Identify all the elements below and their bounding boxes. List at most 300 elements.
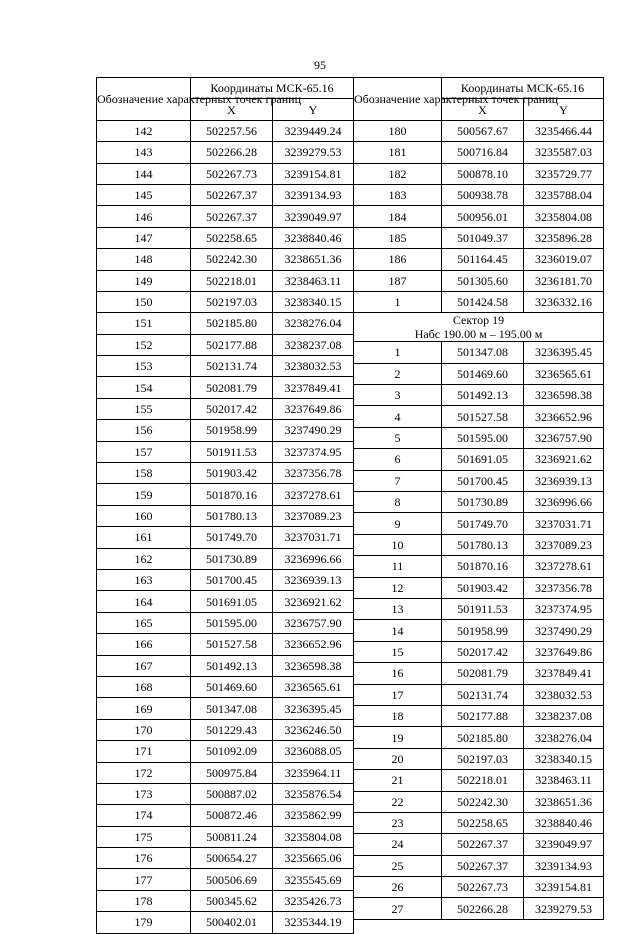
y-cell: 3238237.08 (273, 334, 354, 355)
y-cell: 3235426.73 (273, 890, 354, 911)
table-body-right (354, 78, 604, 920)
x-cell: 501730.89 (442, 492, 524, 513)
x-cell: 502081.79 (442, 663, 524, 684)
y-cell: 3235964.11 (273, 762, 354, 783)
y-cell: 3236652.96 (524, 406, 604, 427)
table-row (354, 534, 604, 555)
y-cell: 3238840.46 (524, 812, 604, 833)
x-cell: 501958.99 (442, 620, 524, 641)
table-row (97, 612, 354, 633)
y-cell: 3239049.97 (524, 834, 604, 855)
y-cell: 3236019.07 (524, 249, 604, 270)
y-cell: 3236088.05 (273, 741, 354, 762)
y-cell: 3237031.71 (524, 513, 604, 534)
x-cell: 502266.28 (191, 142, 273, 163)
x-cell: 501347.08 (191, 698, 273, 719)
y-cell: 3236246.50 (273, 719, 354, 740)
table-row (354, 270, 604, 291)
header-row (354, 78, 604, 99)
y-cell: 3235545.69 (273, 869, 354, 890)
point-name-cell: 170 (97, 719, 191, 740)
point-name-cell: 165 (97, 612, 191, 633)
x-cell: 501780.13 (191, 505, 273, 526)
point-name-cell: 147 (97, 227, 191, 248)
y-cell: 3237649.86 (273, 398, 354, 419)
point-name-cell: 145 (97, 184, 191, 205)
point-name-cell: 182 (354, 163, 442, 184)
table-row (97, 826, 354, 847)
table-row (97, 142, 354, 163)
table-row (97, 805, 354, 826)
y-cell: 3235788.04 (524, 184, 604, 205)
point-name-cell: 22 (354, 791, 442, 812)
table-row (97, 420, 354, 441)
table-row (354, 748, 604, 769)
table-row (97, 783, 354, 804)
y-cell: 3236598.38 (273, 655, 354, 676)
table-row (354, 120, 604, 141)
point-name-cell: 175 (97, 826, 191, 847)
y-cell: 3238340.15 (273, 291, 354, 312)
y-cell: 3237089.23 (524, 534, 604, 555)
table-row (354, 406, 604, 427)
x-cell: 501492.13 (191, 655, 273, 676)
table-row (354, 877, 604, 898)
table-row (97, 741, 354, 762)
x-cell: 501049.37 (442, 227, 524, 248)
table-row (354, 791, 604, 812)
table-row (97, 356, 354, 377)
point-name-cell: 179 (97, 912, 191, 933)
table-row (97, 270, 354, 291)
x-cell: 502267.73 (442, 877, 524, 898)
y-cell: 3237649.86 (524, 641, 604, 662)
point-name-cell: 11 (354, 556, 442, 577)
y-cell: 3236757.90 (524, 427, 604, 448)
point-name-cell: 146 (97, 206, 191, 227)
point-name-cell: 155 (97, 398, 191, 419)
x-cell: 502257.56 (191, 120, 273, 141)
x-cell: 501469.60 (191, 676, 273, 697)
x-cell: 501229.43 (191, 719, 273, 740)
header-row (97, 78, 354, 99)
y-cell: 3235876.54 (273, 783, 354, 804)
y-cell: 3235729.77 (524, 163, 604, 184)
column-header-point-name: Обозначение характерных точек границ (354, 78, 442, 121)
point-name-cell: 150 (97, 291, 191, 312)
y-cell: 3238463.11 (524, 770, 604, 791)
x-cell: 502267.37 (191, 206, 273, 227)
x-cell: 501595.00 (442, 427, 524, 448)
point-name-cell: 187 (354, 270, 442, 291)
point-name-cell: 176 (97, 848, 191, 869)
y-cell: 3236332.16 (524, 291, 604, 312)
sector-header (354, 313, 604, 342)
table-row (97, 591, 354, 612)
table-row (354, 663, 604, 684)
point-name-cell: 18 (354, 705, 442, 726)
point-name-cell: 148 (97, 249, 191, 270)
point-name-cell: 173 (97, 783, 191, 804)
table-row (354, 812, 604, 833)
point-name-cell: 27 (354, 898, 442, 919)
point-name-cell: 171 (97, 741, 191, 762)
point-name-cell: 174 (97, 805, 191, 826)
x-cell: 501691.05 (191, 591, 273, 612)
point-name-cell: 13 (354, 598, 442, 619)
y-cell: 3237278.61 (273, 484, 354, 505)
table-row (97, 698, 354, 719)
table-row (354, 556, 604, 577)
x-cell: 501469.60 (442, 363, 524, 384)
point-name-cell: 7 (354, 470, 442, 491)
y-cell: 3235466.44 (524, 120, 604, 141)
page-number: 95 (314, 58, 326, 72)
y-cell: 3236565.61 (524, 363, 604, 384)
point-name-cell: 1 (354, 342, 442, 363)
point-name-cell: 157 (97, 441, 191, 462)
y-cell: 3238276.04 (524, 727, 604, 748)
x-cell: 501164.45 (442, 249, 524, 270)
table-row (97, 869, 354, 890)
point-name-cell: 184 (354, 206, 442, 227)
y-cell: 3235665.06 (273, 848, 354, 869)
table-row (354, 470, 604, 491)
y-cell: 3236598.38 (524, 385, 604, 406)
x-cell: 502242.30 (442, 791, 524, 812)
x-cell: 502258.65 (442, 812, 524, 833)
point-name-cell: 9 (354, 513, 442, 534)
y-cell: 3236939.13 (524, 470, 604, 491)
x-cell: 502267.37 (442, 834, 524, 855)
x-cell: 502185.80 (191, 313, 273, 334)
x-cell: 501903.42 (442, 577, 524, 598)
x-cell: 501749.70 (442, 513, 524, 534)
coordinates-table-right (353, 77, 604, 920)
point-name-cell: 162 (97, 548, 191, 569)
point-name-cell: 154 (97, 377, 191, 398)
point-name-cell: 159 (97, 484, 191, 505)
table-row (97, 398, 354, 419)
x-cell: 502177.88 (191, 334, 273, 355)
x-cell: 500402.01 (191, 912, 273, 933)
table-row (97, 313, 354, 334)
y-cell: 3235344.19 (273, 912, 354, 933)
table-row (354, 641, 604, 662)
point-name-cell: 14 (354, 620, 442, 641)
table-row (354, 834, 604, 855)
x-cell: 500506.69 (191, 869, 273, 890)
point-name-cell: 160 (97, 505, 191, 526)
x-cell: 500872.46 (191, 805, 273, 826)
column-header-coordinates: Координаты МСК-65.16 (191, 78, 354, 99)
y-cell: 3236996.66 (524, 492, 604, 513)
point-name-cell: 181 (354, 142, 442, 163)
x-cell: 502242.30 (191, 249, 273, 270)
y-cell: 3239049.97 (273, 206, 354, 227)
point-name-cell: 186 (354, 249, 442, 270)
x-cell: 500887.02 (191, 783, 273, 804)
y-cell: 3235804.08 (524, 206, 604, 227)
table-row (354, 770, 604, 791)
x-cell: 502081.79 (191, 377, 273, 398)
x-cell: 501424.58 (442, 291, 524, 312)
x-cell: 500716.84 (442, 142, 524, 163)
x-cell: 500654.27 (191, 848, 273, 869)
column-header-x: X (442, 99, 524, 120)
y-cell: 3238032.53 (524, 684, 604, 705)
column-header-coordinates: Координаты МСК-65.16 (442, 78, 604, 99)
x-cell: 502197.03 (191, 291, 273, 312)
y-cell: 3235862.99 (273, 805, 354, 826)
sector-subtitle: Набс 190.00 м – 195.00 м (414, 327, 543, 342)
x-cell: 502131.74 (442, 684, 524, 705)
y-cell: 3236921.62 (273, 591, 354, 612)
column-header-x: X (191, 99, 273, 120)
table-row (354, 363, 604, 384)
x-cell: 501700.45 (191, 569, 273, 590)
x-cell: 502218.01 (191, 270, 273, 291)
point-name-cell: 153 (97, 356, 191, 377)
y-cell: 3239154.81 (524, 877, 604, 898)
table-row (97, 334, 354, 355)
y-cell: 3236939.13 (273, 569, 354, 590)
y-cell: 3238032.53 (273, 356, 354, 377)
y-cell: 3238340.15 (524, 748, 604, 769)
table-row (97, 890, 354, 911)
y-cell: 3237278.61 (524, 556, 604, 577)
x-cell: 501911.53 (442, 598, 524, 619)
table-row (97, 912, 354, 933)
table-row (354, 142, 604, 163)
table-row (97, 120, 354, 141)
x-cell: 501305.60 (442, 270, 524, 291)
point-name-cell: 1 (354, 291, 442, 312)
table-row (97, 655, 354, 676)
x-cell: 501595.00 (191, 612, 273, 633)
y-cell: 3237089.23 (273, 505, 354, 526)
coordinates-table-left (96, 77, 354, 934)
point-name-cell: 167 (97, 655, 191, 676)
point-name-cell: 166 (97, 634, 191, 655)
x-cell: 501347.08 (442, 342, 524, 363)
x-cell: 502017.42 (442, 641, 524, 662)
table-row (97, 548, 354, 569)
table-row (354, 727, 604, 748)
y-cell: 3236181.70 (524, 270, 604, 291)
point-name-cell: 177 (97, 869, 191, 890)
y-cell: 3237374.95 (273, 441, 354, 462)
y-cell: 3237374.95 (524, 598, 604, 619)
table-row (354, 249, 604, 270)
point-name-cell: 17 (354, 684, 442, 705)
table-row (354, 427, 604, 448)
y-cell: 3239449.24 (273, 120, 354, 141)
x-cell: 502185.80 (442, 727, 524, 748)
table-row (354, 598, 604, 619)
point-name-cell: 21 (354, 770, 442, 791)
x-cell: 502258.65 (191, 227, 273, 248)
y-cell: 3236395.45 (273, 698, 354, 719)
sector-header-row (354, 313, 604, 342)
table-row (354, 163, 604, 184)
y-cell: 3235587.03 (524, 142, 604, 163)
table-row (354, 898, 604, 919)
point-name-cell: 2 (354, 363, 442, 384)
column-header-point-name: Обозначение характерных точек границ (97, 78, 191, 121)
x-cell: 500567.67 (442, 120, 524, 141)
point-name-cell: 19 (354, 727, 442, 748)
table-row (97, 184, 354, 205)
y-cell: 3238237.08 (524, 705, 604, 726)
table-row (97, 676, 354, 697)
y-cell: 3236565.61 (273, 676, 354, 697)
point-name-cell: 163 (97, 569, 191, 590)
point-name-cell: 169 (97, 698, 191, 719)
y-cell: 3238651.36 (273, 249, 354, 270)
point-name-cell: 183 (354, 184, 442, 205)
point-name-cell: 143 (97, 142, 191, 163)
table-row (97, 163, 354, 184)
y-cell: 3239134.93 (273, 184, 354, 205)
point-name-cell: 8 (354, 492, 442, 513)
point-name-cell: 172 (97, 762, 191, 783)
point-name-cell: 144 (97, 163, 191, 184)
y-cell: 3236921.62 (524, 449, 604, 470)
x-cell: 501092.09 (191, 741, 273, 762)
point-name-cell: 20 (354, 748, 442, 769)
x-cell: 501870.16 (442, 556, 524, 577)
table-row (97, 719, 354, 740)
point-name-cell: 23 (354, 812, 442, 833)
y-cell: 3236652.96 (273, 634, 354, 655)
table-row (354, 492, 604, 513)
y-cell: 3236395.45 (524, 342, 604, 363)
point-name-cell: 6 (354, 449, 442, 470)
y-cell: 3238463.11 (273, 270, 354, 291)
x-cell: 501691.05 (442, 449, 524, 470)
table-row (354, 184, 604, 205)
table-row (354, 855, 604, 876)
point-name-cell: 16 (354, 663, 442, 684)
y-cell: 3239154.81 (273, 163, 354, 184)
y-cell: 3238840.46 (273, 227, 354, 248)
table-row (354, 684, 604, 705)
y-cell: 3238651.36 (524, 791, 604, 812)
x-cell: 502197.03 (442, 748, 524, 769)
y-cell: 3236757.90 (273, 612, 354, 633)
x-cell: 500975.84 (191, 762, 273, 783)
point-name-cell: 12 (354, 577, 442, 598)
point-name-cell: 156 (97, 420, 191, 441)
y-cell: 3236996.66 (273, 548, 354, 569)
point-name-cell: 185 (354, 227, 442, 248)
table-row (97, 206, 354, 227)
x-cell: 502131.74 (191, 356, 273, 377)
y-cell: 3237356.78 (273, 463, 354, 484)
x-cell: 500345.62 (191, 890, 273, 911)
point-name-cell: 10 (354, 534, 442, 555)
y-cell: 3237490.29 (524, 620, 604, 641)
y-cell: 3239279.53 (273, 142, 354, 163)
x-cell: 501492.13 (442, 385, 524, 406)
table-row (97, 505, 354, 526)
table-row (354, 206, 604, 227)
table-row (97, 569, 354, 590)
table-row (354, 227, 604, 248)
point-name-cell: 168 (97, 676, 191, 697)
table-row (354, 620, 604, 641)
y-cell: 3237490.29 (273, 420, 354, 441)
x-cell: 501911.53 (191, 441, 273, 462)
x-cell: 501749.70 (191, 527, 273, 548)
table-row (97, 441, 354, 462)
point-name-cell: 178 (97, 890, 191, 911)
point-name-cell: 15 (354, 641, 442, 662)
table-row (354, 342, 604, 363)
x-cell: 501730.89 (191, 548, 273, 569)
x-cell: 501870.16 (191, 484, 273, 505)
y-cell: 3237356.78 (524, 577, 604, 598)
table-row (354, 385, 604, 406)
x-cell: 502267.73 (191, 163, 273, 184)
x-cell: 502218.01 (442, 770, 524, 791)
point-name-cell: 180 (354, 120, 442, 141)
table-row (97, 463, 354, 484)
x-cell: 501527.58 (442, 406, 524, 427)
y-cell: 3235896.28 (524, 227, 604, 248)
table-row (97, 249, 354, 270)
table-row (354, 291, 604, 312)
y-cell: 3239134.93 (524, 855, 604, 876)
point-name-cell: 161 (97, 527, 191, 548)
point-name-cell: 149 (97, 270, 191, 291)
column-header-y: Y (273, 99, 354, 120)
table-row (354, 513, 604, 534)
point-name-cell: 25 (354, 855, 442, 876)
y-cell: 3239279.53 (524, 898, 604, 919)
point-name-cell: 4 (354, 406, 442, 427)
point-name-cell: 151 (97, 313, 191, 334)
x-cell: 500938.78 (442, 184, 524, 205)
y-cell: 3237031.71 (273, 527, 354, 548)
x-cell: 502267.37 (191, 184, 273, 205)
table-row (97, 377, 354, 398)
table-row (97, 634, 354, 655)
table-body-left (97, 78, 354, 934)
x-cell: 501780.13 (442, 534, 524, 555)
x-cell: 501700.45 (442, 470, 524, 491)
y-cell: 3238276.04 (273, 313, 354, 334)
column-header-y: Y (524, 99, 604, 120)
x-cell: 500878.10 (442, 163, 524, 184)
table-row (354, 577, 604, 598)
table-row (97, 291, 354, 312)
table-row (97, 227, 354, 248)
x-cell: 500811.24 (191, 826, 273, 847)
point-name-cell: 142 (97, 120, 191, 141)
y-cell: 3235804.08 (273, 826, 354, 847)
table-row (97, 762, 354, 783)
table-row (97, 848, 354, 869)
y-cell: 3237849.41 (524, 663, 604, 684)
x-cell: 502017.42 (191, 398, 273, 419)
x-cell: 502177.88 (442, 705, 524, 726)
point-name-cell: 3 (354, 385, 442, 406)
y-cell: 3237849.41 (273, 377, 354, 398)
x-cell: 501527.58 (191, 634, 273, 655)
table-row (97, 527, 354, 548)
